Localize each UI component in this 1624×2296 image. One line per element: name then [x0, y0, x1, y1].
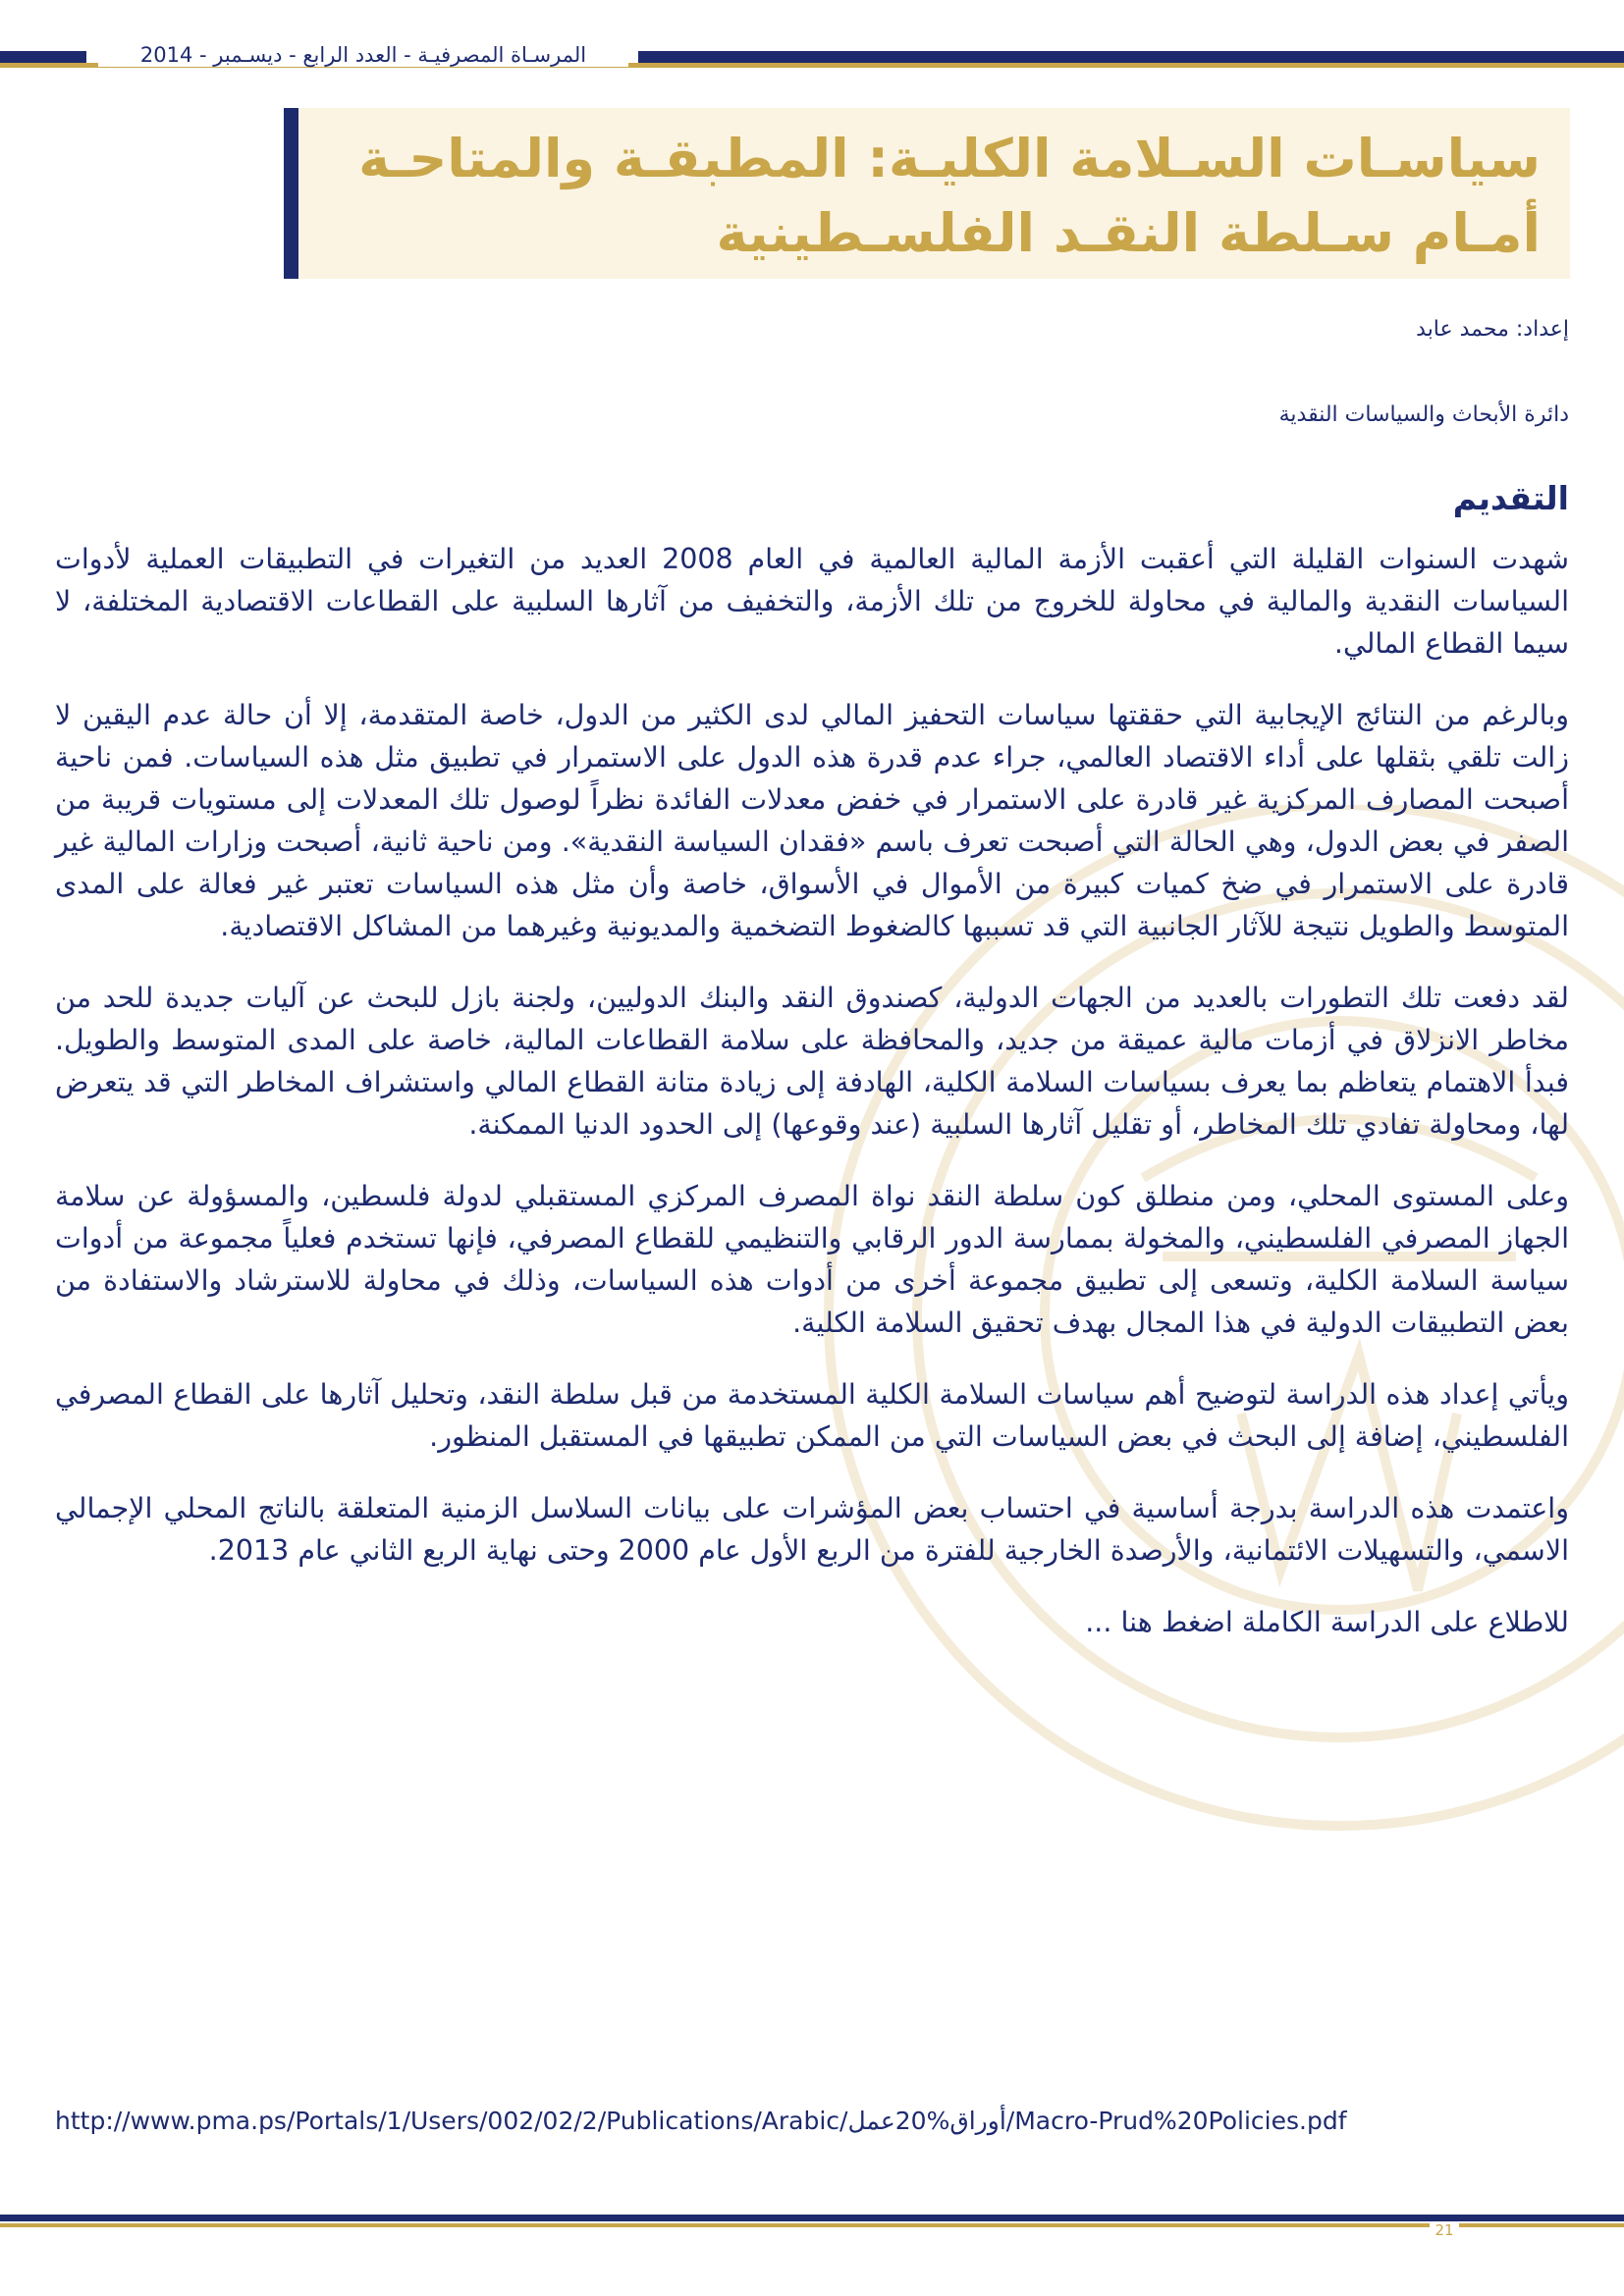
paragraph: وبالرغم من النتائج الإيجابية التي حققتها سياسات التحفيز المالي لدى الكثير من الدول، خاصة المتقدمة، إلا أن حالة عدم اليقين لا زالت تلقي بثقلها على أداء الاقتصاد العالمي، جراء عدم قدرة هذه الدول على الاستمرار في تطبيق مثل هذه السياسات. فمن ناحية أصبحت المصارف المركزية غير قادرة على الاستمرار في خفض معدلات الفائدة نظراً لوصول تلك المعدلات إلى مستويات قريبة من الصفر في بعض الدول، وهي الحالة التي أصبحت تعرف باسم «فقدان السياسة النقدية». ومن ناحية ثانية، أصبحت وزارات المالية غير قادرة على الاستمرار في ضخ كميات كبيرة من الأموال في الأسواق، خاصة وأن مثل هذه السياسات تعتبر غير فعالة على المدى المتوسط والطويل نتيجة للآثار الجانبية التي قد تسببها كالضغوط التضخمية والمديونية وغيرهما من المشاكل الاقتصادية.	[55, 699, 1569, 942]
author-byline: إعداد: محمد عابد	[1416, 317, 1569, 342]
paragraph: وعلى المستوى المحلي، ومن منطلق كون سلطة النقد نواة المصرف المركزي المستقبلي لدولة فلسطين، والمسؤولة عن سلامة الجهاز المصرفي الفلسطيني، والمخولة بممارسة الدور الرقابي والتنظيمي للقطاع المصرفي، فإنها تستخدم فعلياً مجموعة من أدوات سياسة السلامة الكلية، وتسعى إلى تطبيق مجموعة أخرى من أدوات هذه السياسات، وذلك في محاولة للاسترشاد والاستفادة من بعض التطبيقات الدولية في هذا المجال بهدف تحقيق السلامة الكلية.	[55, 1180, 1569, 1339]
footer-navy-rule	[0, 2215, 1624, 2221]
header-bar-right	[638, 51, 1624, 63]
paragraph: شهدت السنوات القليلة التي أعقبت الأزمة المالية العالمية في العام 2008 العديد من التغيرات في التطبيقات العملية لأدوات السياسات النقدية والمالية في محاولة للخروج من تلك الأزمة، والتخفيف من آثارها السلبية على القطاعات الاقتصادية المختلفة، لا سيما القطاع المالي.	[55, 543, 1569, 660]
header-bar-left	[0, 51, 86, 63]
article-title: سياسـات السـلامة الكليـة: المطبقـة والمتاحـة أمـام سـلطة النقـد الفلسـطينية	[358, 128, 1541, 264]
paragraph: لقد دفعت تلك التطورات بالعديد من الجهات الدولية، كصندوق النقد والبنك الدوليين، ولجنة بازل للبحث عن آليات جديدة للحد من مخاطر الانزلاق في أزمات مالية عميقة من جديد، والمحافظة على سلامة القطاعات المالية، خاصة على المدى المتوسط والطويل. فبدأ الاهتمام يتعاظم بما يعرف بسياسات السلامة الكلية، الهادفة إلى زيادة متانة القطاع المالي واستشراف المخاطر التي قد يتعرض لها، ومحاولة تفادي تلك المخاطر، أو تقليل آثارها السلبية (عند وقوعها) إلى الحدود الدنيا الممكنة.	[55, 982, 1569, 1141]
department-name: دائرة الأبحاث والسياسات النقدية	[1278, 402, 1569, 427]
paragraph: واعتمدت هذه الدراسة بدرجة أساسية في احتساب بعض المؤشرات على بيانات السلاسل الزمنية المتعلقة بالناتج المحلي الإجمالي الاسمي، والتسهيلات الائتمانية، والأرصدة الخارجية للفترة من الربع الأول عام 2000 وحتى نهاية الربع الثاني عام 2013.	[55, 1492, 1569, 1567]
full-study-link[interactable]: للاطلاع على الدراسة الكاملة اضغط هنا ...	[1085, 1606, 1569, 1638]
running-head: المرسـاة المصرفيـة - العدد الرابع - ديسـمبر - 2014	[98, 43, 628, 67]
footer-gold-rule	[0, 2223, 1624, 2227]
footer-band	[0, 2215, 1624, 2234]
paragraph: ويأتي إعداد هذه الدراسة لتوضيح أهم سياسات السلامة الكلية المستخدمة من قبل سلطة النقد، وتحليل آثارها على القطاع المصرفي الفلسطيني، إضافة إلى البحث في بعض السياسات التي من الممكن تطبيقها في المستقبل المنظور.	[55, 1378, 1569, 1453]
study-url[interactable]: http://www.pma.ps/Portals/1/Users/002/02/2/Publications/Arabic/أوراق%20عمل/Macro-Prud%20Policies.pdf	[55, 2107, 1347, 2135]
article-body	[55, 538, 1569, 1673]
title-box	[284, 108, 1570, 279]
section-heading: التقديم	[1452, 479, 1569, 517]
page-number: 21	[1430, 2221, 1459, 2239]
